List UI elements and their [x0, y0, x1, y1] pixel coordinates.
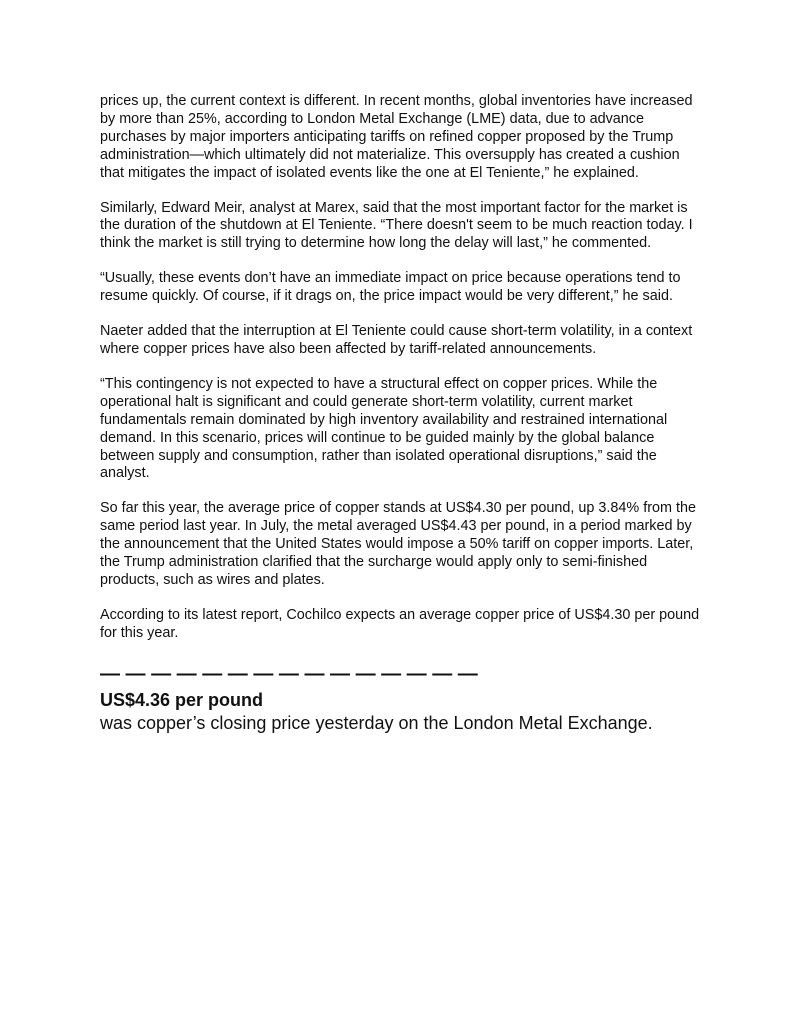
- price-callout: [100, 663, 700, 734]
- article-paragraph: prices up, the current context is different. In recent months, global inventories have increased by more than 25%, according to London Metal Exchange (LME) data, due to advance purchases by major importers anticipating tariffs on refined copper proposed by the Trump administration—which ultimately did not materialize. This oversupply has created a cushion that mitigates the impact of isolated events like the one at El Teniente,” he explained.: [100, 93, 693, 181]
- article-paragraph: “Usually, these events don’t have an immediate impact on price because operations tend to resume quickly. Of course, if it drags on, the price impact would be very different,” he said.: [100, 270, 681, 305]
- callout-caption: was copper’s closing price yesterday on the London Metal Exchange.: [100, 712, 653, 733]
- callout-divider: — — — — — — — — — — — — — — —: [100, 662, 478, 685]
- article-page: [100, 93, 700, 734]
- article-paragraph: “This contingency is not expected to have a structural effect on copper prices. While the operational halt is significant and could generate short-term volatility, current market fundamentals remain dominated by high inventory availability and restrained international demand. In this scenario, prices will continue to be guided mainly by the global balance between supply and consumption, rather than isolated operational disruptions,” said the analyst.: [100, 375, 668, 482]
- article-paragraph: So far this year, the average price of copper stands at US$4.30 per pound, up 3.84% from the same period last year. In July, the metal averaged US$4.43 per pound, in a period marked by the announcement that the United States would impose a 50% tariff on copper imports. Later, the Trump administration clarified that the surcharge would apply only to semi-finished products, such as wires and plates.: [100, 500, 696, 588]
- article-paragraph: Naeter added that the interruption at El Teniente could cause short-term volatility, in a context where copper prices have also been affected by tariff-related announcements.: [100, 323, 693, 357]
- article-paragraph: Similarly, Edward Meir, analyst at Marex, said that the most important factor for the market is the duration of the shutdown at El Teniente. “There doesn't seem to be much reaction today. I think the market is still trying to determine how long the delay will last,” he commented.: [100, 199, 693, 252]
- callout-figure: US$4.36 per pound: [100, 689, 264, 710]
- article-paragraph: According to its latest report, Cochilco expects an average copper price of US$4.30 per pound for this year.: [100, 606, 700, 641]
